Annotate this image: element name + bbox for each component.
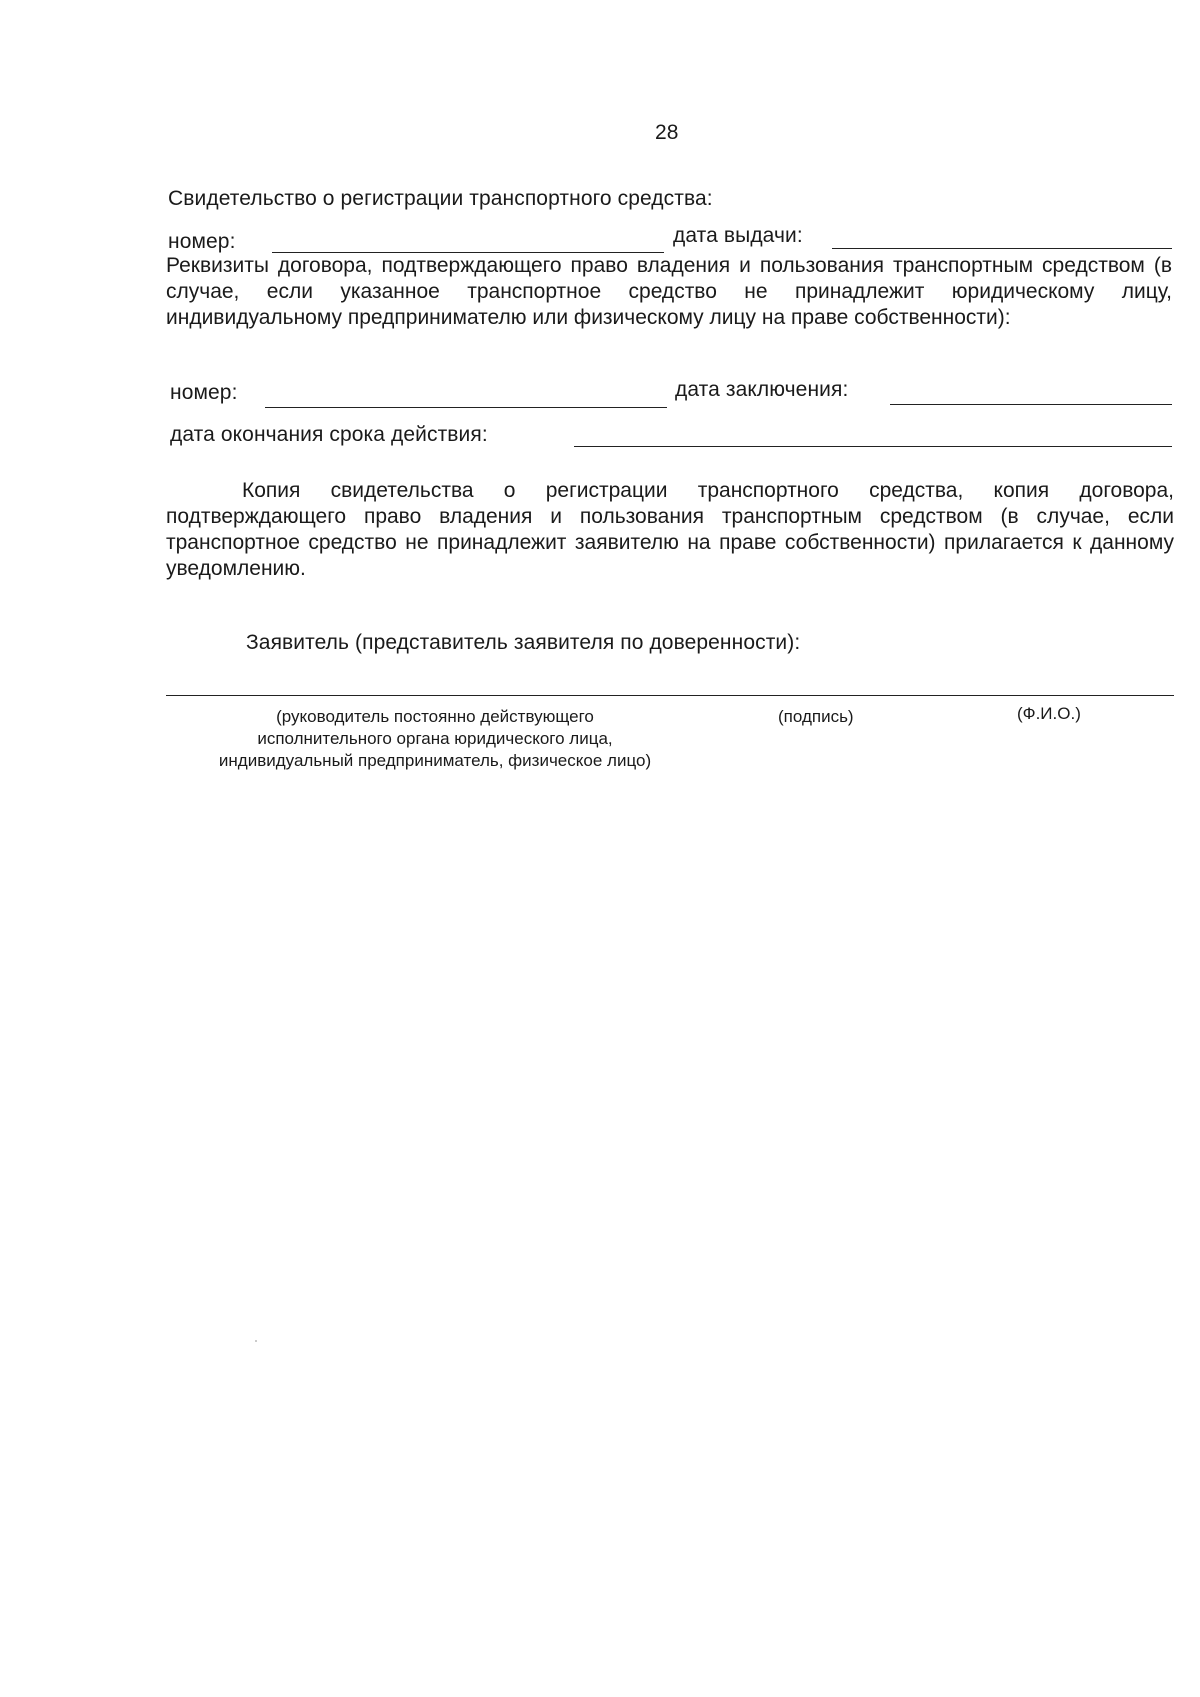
certificate-issue-date-label: дата выдачи: [673, 224, 803, 247]
certificate-number-label: номер: [168, 230, 236, 253]
contract-expiry-date-field[interactable] [574, 446, 1172, 447]
caption-role [160, 706, 710, 772]
certificate-heading: Свидетельство о регистрации транспортного средства: [168, 187, 713, 210]
contract-conclusion-date-label: дата заключения: [675, 378, 849, 401]
caption-role-line: исполнительного органа юридического лица, [257, 729, 613, 748]
applicant-label: Заявитель (представитель заявителя по доверенности): [246, 631, 801, 654]
certificate-issue-date-field[interactable] [832, 248, 1172, 249]
caption-role-line: индивидуальный предприниматель, физическое лицо) [218, 751, 652, 770]
contract-number-field[interactable] [265, 407, 667, 408]
contract-expiry-label: дата окончания срока действия: [170, 423, 488, 446]
scan-speck [255, 1340, 257, 1342]
attachment-paragraph: Копия свидетельства о регистрации транспортного средства, копия договора, подтверждающего право владения и пользования транспортным средством (в случае, если транспортное средство не принадлежит заявителю на праве собственности) прилагается к данному уведомлению. [166, 479, 1174, 580]
caption-role-line: (руководитель постоянно действующего [276, 707, 594, 726]
contract-number-label: номер: [170, 381, 238, 404]
contract-conclusion-date-field[interactable] [890, 404, 1172, 405]
contract-paragraph: Реквизиты договора, подтверждающего право владения и пользования транспортным средством (в случае, если указанное транспортное средство не принадлежит юридическому лицу, индивидуальному предпринимателю или физическому лицу на праве собственности): [166, 254, 1172, 329]
page-number: 28 [655, 121, 679, 144]
caption-signature: (подпись) [778, 707, 854, 726]
applicant-signature-line[interactable] [166, 695, 1174, 696]
caption-name: (Ф.И.О.) [1017, 704, 1081, 723]
